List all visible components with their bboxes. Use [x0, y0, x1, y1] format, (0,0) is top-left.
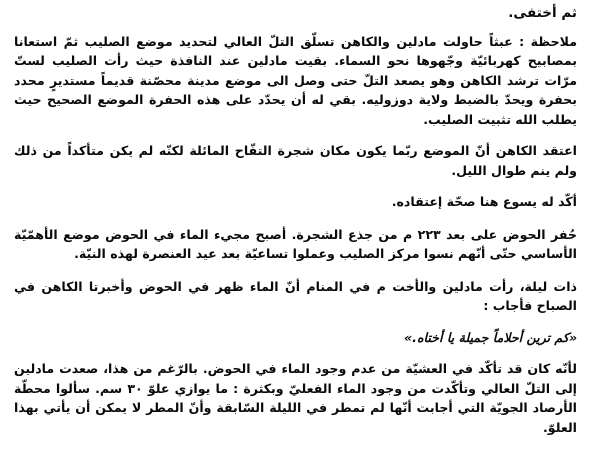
note-paragraph: ملاحظة : عبثاً حاولت مادلين والكاهن تسلّق التلّ العالي لتحديد موضع الصليب ثمّ استعانا بمصابيح كهربائيّة وجّهوها نحو السماء. بقيت مادلين عند النافذة حيث رأت الصليب لستّ مرّات ترشد الكاهن وهو يصعد التلّ حتى وصل الى موضع مدينة محصّنة قديماً مستديرٍ محدد بحفرة ويحدّ بالضبط ولاية دوزوليه. بقي له أن يحدّد على هذه الحفرة الموضع الصحيح حيث يطلب الله تثبيت الصليب. — [14, 33, 577, 127]
closing-line: ثم أختفى. — [508, 5, 577, 21]
jesus-confirmation-paragraph: أكّد له يسوع هنا صحّة إعتقاده. — [391, 194, 577, 209]
basin-dug-paragraph: حُفر الحوض على بعد ٢٢٣ م من جذع الشجرة. أصبح مجيء الماء في الحوض موضع الأهمّيّة الأساسي حتّى أنّهم نسوا مركز الصليب وعملوا تساعيّة بعد عيد العنصرة لهذه النيّة. — [14, 226, 577, 261]
dream-paragraph: ذات ليلة، رأت مادلين والأخت م في المنام أنّ الماء ظهر في الحوض وأخبرتا الكاهن في الصباح فأجاب : — [14, 278, 577, 313]
priest-belief-paragraph: اعتقد الكاهن أنّ الموضع ربّما يكون مكان شجرة التفّاح المائلة لكنّه لم يكن متأكداً من ذلك ولم ينم طوال الليل. — [14, 143, 577, 178]
priest-quote: «كم ترين أحلاماً جميلة يا أختاه.» — [403, 329, 577, 345]
water-confirmation-paragraph: لأنّه كان قد تأكّد في العشيّة من عدم وجود الماء في الحوض. بالرّغم من هذا، صعدت مادلين إلى التلّ العالي وتأكّدت من وجود الماء الفعليّ وبكثرة : ما يوازي علوّ ٣٠ سم. سألوا محطّة الأرصاد الجويّة التي أجابت أنّها لم تمطر في الليلة السّابقة وأنّ المطر لا يمكن أن يأتي بهذا العلوّ. — [14, 361, 577, 435]
